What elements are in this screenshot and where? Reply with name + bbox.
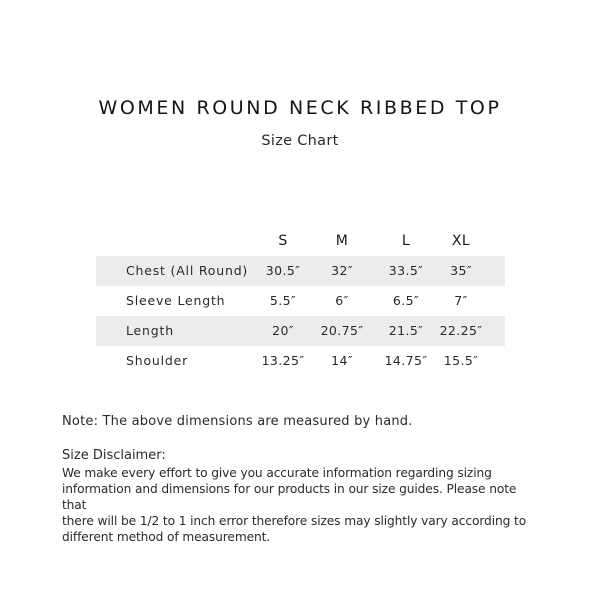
disclaimer-line: We make every effort to give you accurate information regarding sizing (62, 466, 492, 480)
disclaimer-line: information and dimensions for our products in our size guides. Please note that (62, 482, 517, 512)
table-cell: 5.5″ (269, 293, 297, 308)
row-label: Shoulder (126, 353, 189, 368)
table-cell: 7″ (454, 293, 468, 308)
column-header-s: S (278, 233, 288, 249)
row-label: Sleeve Length (126, 293, 226, 308)
disclaimer-title: Size Disclaimer: (62, 448, 166, 463)
measurement-note: Note: The above dimensions are measured by hand. (62, 414, 413, 429)
table-row-sleeve-length (96, 286, 505, 316)
table-cell: 35″ (450, 263, 472, 278)
disclaimer-line: different method of measurement. (62, 530, 271, 544)
disclaimer-line: there will be 1/2 to 1 inch error therefore sizes may slightly vary according to (62, 514, 527, 528)
disclaimer-body (62, 465, 542, 545)
table-row-shoulder (96, 346, 505, 376)
product-title: WOMEN ROUND NECK RIBBED TOP (98, 97, 502, 119)
table-header-row (96, 226, 505, 256)
table-cell: 14.75″ (384, 353, 428, 368)
table-cell: 30.5″ (265, 263, 301, 278)
table-cell: 13.25″ (261, 353, 305, 368)
row-label: Length (126, 323, 174, 338)
row-label: Chest (All Round) (126, 263, 249, 278)
table-cell: 20.75″ (320, 323, 364, 338)
size-chart-subtitle: Size Chart (261, 133, 339, 149)
table-cell: 6″ (335, 293, 349, 308)
column-header-l: L (401, 233, 411, 249)
table-cell: 15.5″ (443, 353, 479, 368)
table-cell: 33.5″ (388, 263, 424, 278)
column-header-m: M (335, 233, 349, 249)
column-header-xl: XL (451, 233, 471, 249)
table-row-length (96, 316, 505, 346)
table-cell: 21.5″ (388, 323, 424, 338)
table-row-chest (96, 256, 505, 286)
table-cell: 14″ (331, 353, 353, 368)
table-cell: 32″ (331, 263, 353, 278)
table-cell: 20″ (272, 323, 294, 338)
table-cell: 22.25″ (439, 323, 483, 338)
size-chart-table (96, 226, 505, 376)
table-cell: 6.5″ (392, 293, 420, 308)
